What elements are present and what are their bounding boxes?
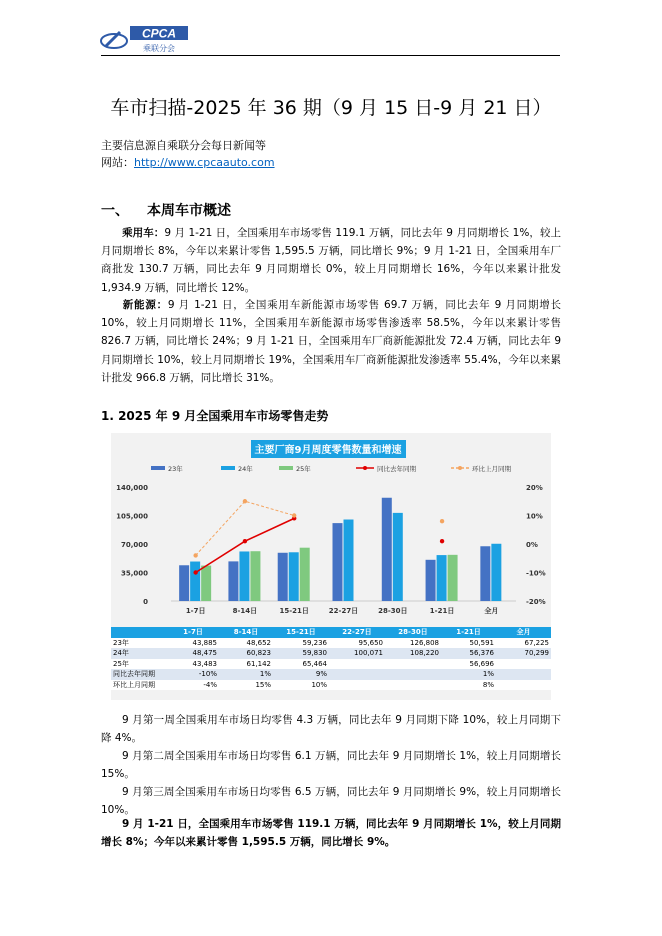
header-rule bbox=[101, 55, 560, 56]
bar-24年-全月 bbox=[491, 544, 501, 601]
bar-24年-28-30日 bbox=[393, 513, 403, 601]
logo-text: CPCA bbox=[141, 26, 177, 41]
x-tick-label: 1-21日 bbox=[429, 607, 455, 615]
table-cell: 48,652 bbox=[219, 638, 273, 649]
table-cell: 56,376 bbox=[441, 648, 496, 659]
legend-label-1: 24年 bbox=[238, 465, 253, 473]
x-tick-label: 15-21日 bbox=[279, 607, 309, 615]
section-number: 一、 bbox=[101, 203, 129, 219]
x-tick-label: 8-14日 bbox=[232, 607, 258, 615]
table-cell: 43,483 bbox=[167, 659, 219, 670]
table-cell bbox=[385, 669, 441, 680]
summary-paragraph bbox=[101, 815, 561, 851]
week2-paragraph bbox=[101, 747, 561, 783]
table-row-label: 24年 bbox=[111, 648, 167, 659]
y-right-tick-label: 10% bbox=[526, 512, 543, 521]
y-left-tick-label: 35,000 bbox=[120, 569, 148, 578]
table-header-cell: 15-21日 bbox=[273, 627, 329, 638]
week3-text: 9 月第三周全国乘用车市场日均零售 6.5 万辆，同比去年 9 月同期增长 9%，较上月同期增长 10%。 bbox=[101, 786, 561, 817]
line-point-1-1-21日 bbox=[440, 519, 444, 523]
para-text-nev: 9 月 1-21 日，全国乘用车新能源市场零售 69.7 万辆，同比去年 9 月同期增长 10%，较上月同期增长 11%，全国乘用车新能源市场零售渗透率 58.5%，今年以来累计零售 826.7 万辆，同比增长 24%；9 月 1-21 日，全国乘用车厂商新能源批发 72.4 万辆，同比去年 9 月同期增长 10%，较上月同期增长 19%，全国乘用车厂商新能源批发渗透率 55.4%，今年以来累计批发 966.8 万辆，同比增长 31%。 bbox=[101, 299, 561, 384]
table-header-cell: 28-30日 bbox=[385, 627, 441, 638]
line-point-1-1-7日 bbox=[193, 553, 197, 557]
website-label: 网站： bbox=[101, 156, 134, 169]
table-row bbox=[111, 680, 551, 691]
table-cell: 108,220 bbox=[385, 648, 441, 659]
table-row bbox=[111, 648, 551, 659]
table-cell: 43,885 bbox=[167, 638, 219, 649]
retail-chart-panel bbox=[111, 433, 551, 700]
bar-23年-28-30日 bbox=[382, 498, 392, 601]
table-row-label: 25年 bbox=[111, 659, 167, 670]
table-cell bbox=[329, 669, 385, 680]
legend-marker-0 bbox=[363, 466, 367, 470]
bar-23年-8-14日 bbox=[228, 561, 238, 601]
table-cell bbox=[385, 680, 441, 691]
y-right-tick-label: 20% bbox=[526, 484, 543, 492]
table-cell bbox=[496, 659, 551, 670]
table-cell: 10% bbox=[273, 680, 329, 691]
x-tick-label: 28-30日 bbox=[378, 607, 408, 615]
y-right-tick-label: -10% bbox=[526, 569, 546, 578]
para-label-passenger: 乘用车： bbox=[122, 227, 165, 239]
bar-24年-1-21日 bbox=[437, 555, 447, 601]
table-cell: 65,464 bbox=[273, 659, 329, 670]
table-row-label: 同比去年同期 bbox=[111, 669, 167, 680]
bar-23年-1-7日 bbox=[179, 565, 189, 601]
line-point-0-1-21日 bbox=[440, 539, 444, 543]
bar-23年-22-27日 bbox=[333, 523, 343, 601]
legend-swatch-2 bbox=[279, 466, 293, 470]
doc-title: 车市扫描-2025 年 36 期（9 月 15 日-9 月 21 日） bbox=[110, 97, 552, 119]
bar-24年-22-27日 bbox=[344, 520, 354, 601]
week1-text: 9 月第一周全国乘用车市场日均零售 4.3 万辆，同比去年 9 月同期下降 10%，较上月同期下降 4%。 bbox=[101, 714, 561, 745]
y-right-tick-label: -20% bbox=[526, 598, 546, 606]
table-header-cell bbox=[111, 627, 167, 638]
section-title: 本周车市概述 bbox=[147, 203, 231, 219]
x-tick-label: 1-7日 bbox=[185, 607, 206, 615]
legend-label-2: 25年 bbox=[296, 465, 311, 473]
legend-label-4: 环比上月同期 bbox=[472, 465, 511, 473]
paragraph-passenger-car bbox=[101, 224, 561, 297]
section-heading-1 bbox=[101, 200, 231, 220]
table-cell: 48,475 bbox=[167, 648, 219, 659]
chart-title: 主要厂商9月周度零售数量和增速 bbox=[254, 445, 402, 456]
line-point-1-8-14日 bbox=[243, 499, 247, 503]
table-cell: 70,299 bbox=[496, 648, 551, 659]
table-cell: 61,142 bbox=[219, 659, 273, 670]
y-left-tick-label: 105,000 bbox=[116, 512, 148, 521]
x-tick-label: 全月 bbox=[484, 607, 499, 615]
table-cell bbox=[385, 659, 441, 670]
para-text-passenger: 9 月 1-21 日，全国乘用车市场零售 119.1 万辆，同比去年 9 月同期增长 1%，较上月同期增长 8%，今年以来累计零售 1,595.5 万辆，同比增长 9%；9 月 1-21 日，全国乘用车厂商批发 130.7 万辆，同比去年 9 月同期增长 0%，较上月同期增长 16%，今年以来累计批发 1,934.9 万辆，同比增长 12%。 bbox=[101, 227, 562, 294]
x-tick-label: 22-27日 bbox=[328, 607, 359, 615]
bar-23年-1-21日 bbox=[426, 560, 436, 601]
y-right-tick-label: 0% bbox=[526, 541, 538, 549]
table-cell: 100,071 bbox=[329, 648, 385, 659]
table-header-cell: 22-27日 bbox=[329, 627, 385, 638]
paragraph-nev bbox=[101, 296, 561, 387]
bar-25年-1-21日 bbox=[448, 555, 458, 601]
table-cell: 59,830 bbox=[273, 648, 329, 659]
table-cell: 59,236 bbox=[273, 638, 329, 649]
table-cell: -10% bbox=[167, 669, 219, 680]
bar-25年-15-21日 bbox=[300, 548, 310, 601]
y-left-tick-label: 70,000 bbox=[120, 541, 148, 549]
table-row bbox=[111, 659, 551, 670]
line-point-1-15-21日 bbox=[292, 513, 296, 517]
table-header-cell: 1-21日 bbox=[441, 627, 496, 638]
table-row bbox=[111, 638, 551, 649]
legend-label-3: 同比去年同期 bbox=[377, 465, 416, 473]
legend-marker-1 bbox=[458, 466, 462, 470]
table-row-label: 23年 bbox=[111, 638, 167, 649]
y-left-tick-label: 0 bbox=[143, 598, 148, 606]
table-header-cell: 全月 bbox=[496, 627, 551, 638]
legend-swatch-0 bbox=[151, 466, 165, 470]
line-point-0-1-7日 bbox=[193, 570, 197, 574]
table-cell: 126,808 bbox=[385, 638, 441, 649]
y-left-tick-label: 140,000 bbox=[116, 484, 148, 492]
table-cell: -4% bbox=[167, 680, 219, 691]
chart-data-table bbox=[111, 627, 551, 690]
line-point-0-8-14日 bbox=[243, 539, 247, 543]
bar-23年-15-21日 bbox=[278, 553, 288, 601]
table-cell bbox=[329, 680, 385, 691]
bar-24年-1-7日 bbox=[190, 562, 200, 601]
source-block bbox=[101, 137, 275, 171]
table-cell: 1% bbox=[441, 669, 496, 680]
table-header-row bbox=[111, 627, 551, 638]
source-note: 主要信息源自乘联分会每日新闻等 bbox=[101, 139, 266, 152]
legend-swatch-1 bbox=[221, 466, 235, 470]
table-cell bbox=[496, 680, 551, 691]
retail-chart bbox=[111, 433, 551, 627]
bar-24年-15-21日 bbox=[289, 552, 299, 601]
table-cell: 50,591 bbox=[441, 638, 496, 649]
week1-paragraph bbox=[101, 711, 561, 747]
table-cell: 67,225 bbox=[496, 638, 551, 649]
logo-subtext: 乘联分会 bbox=[143, 44, 175, 53]
table-header-cell: 1-7日 bbox=[167, 627, 219, 638]
table-cell: 95,650 bbox=[329, 638, 385, 649]
table-header-cell: 8-14日 bbox=[219, 627, 273, 638]
table-cell: 56,696 bbox=[441, 659, 496, 670]
bar-25年-8-14日 bbox=[250, 551, 260, 601]
bar-24年-8-14日 bbox=[239, 551, 249, 601]
table-cell: 9% bbox=[273, 669, 329, 680]
cpca-logo bbox=[100, 24, 200, 54]
table-cell bbox=[496, 669, 551, 680]
table-cell: 1% bbox=[219, 669, 273, 680]
para-label-nev: 新能源： bbox=[122, 299, 168, 311]
table-cell: 8% bbox=[441, 680, 496, 691]
table-row-label: 环比上月同期 bbox=[111, 680, 167, 691]
table-row bbox=[111, 669, 551, 680]
line-series-1 bbox=[196, 501, 295, 555]
bar-23年-全月 bbox=[480, 546, 490, 601]
week2-text: 9 月第二周全国乘用车市场日均零售 6.1 万辆，同比去年 9 月同期增长 1%，较上月同期增长 15%。 bbox=[101, 750, 561, 781]
legend-label-0: 23年 bbox=[168, 465, 183, 473]
table-cell bbox=[329, 659, 385, 670]
bar-25年-1-7日 bbox=[201, 566, 211, 601]
week3-paragraph bbox=[101, 783, 561, 819]
summary-text: 9 月 1-21 日，全国乘用车市场零售 119.1 万辆，同比去年 9 月同期增长 1%，较上月同期增长 8%；今年以来累计零售 1,595.5 万辆，同比增长 9%。 bbox=[101, 818, 561, 849]
section-heading-2: 1. 2025 年 9 月全国乘用车市场零售走势 bbox=[101, 409, 329, 423]
website-link[interactable]: http://www.cpcaauto.com bbox=[134, 156, 275, 169]
table-cell: 15% bbox=[219, 680, 273, 691]
table-cell: 60,823 bbox=[219, 648, 273, 659]
